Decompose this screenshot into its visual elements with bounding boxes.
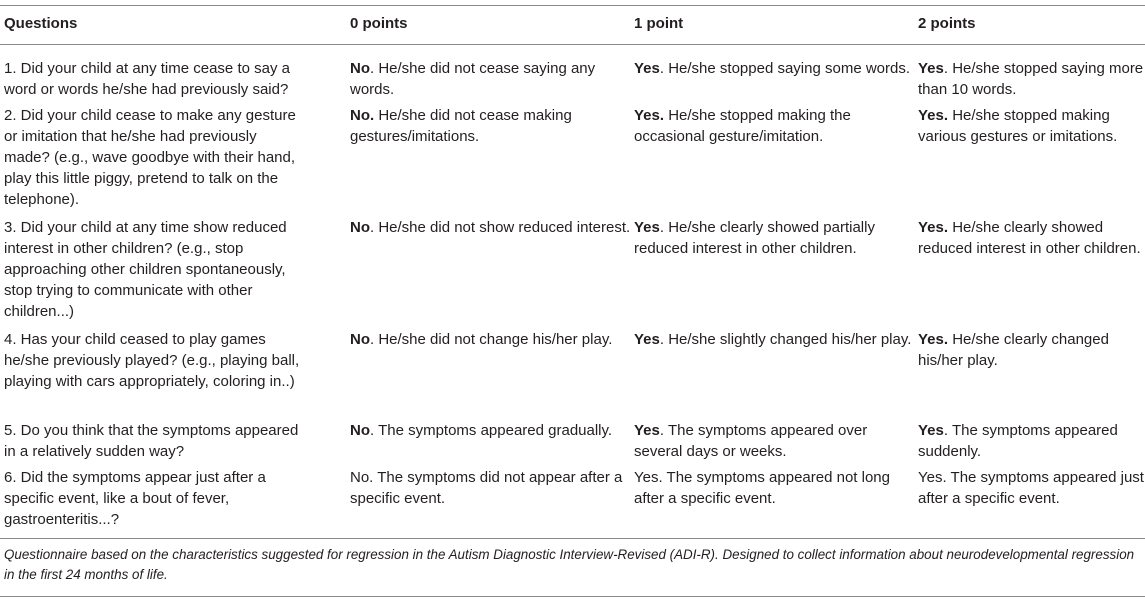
answer-text: . The symptoms appeared gradually. bbox=[370, 422, 613, 439]
footnote-rule bbox=[0, 596, 1145, 597]
answer-lead: No bbox=[350, 331, 370, 348]
answer-text: He/she did not cease making gestures/imitations. bbox=[350, 107, 572, 145]
row-5-1-point bbox=[634, 420, 916, 462]
answer-text: Yes. The symptoms appeared not long after a specific event. bbox=[634, 469, 890, 507]
row-2-0-points bbox=[350, 105, 632, 147]
answer-text: He/she clearly changed his/her play. bbox=[918, 331, 1109, 369]
answer-text: . He/she did not change his/her play. bbox=[370, 331, 613, 348]
row-4-1-point bbox=[634, 329, 916, 350]
answer-text: . The symptoms appeared over several days or weeks. bbox=[634, 422, 868, 460]
row-1-1-point bbox=[634, 58, 916, 79]
answer-lead: No. bbox=[350, 107, 375, 124]
row-1-question: 1. Did your child at any time cease to say a word or words he/she had previously said? bbox=[4, 60, 290, 98]
row-5-2-points bbox=[918, 420, 1144, 462]
answer-text: . He/she did not cease saying any words. bbox=[350, 60, 596, 98]
row-3-2-points bbox=[918, 217, 1144, 259]
answer-lead: No bbox=[350, 60, 370, 77]
answer-lead: Yes bbox=[634, 331, 660, 348]
row-5-question: 5. Do you think that the symptoms appeared in a relatively sudden way? bbox=[4, 422, 299, 460]
header-rule bbox=[0, 44, 1145, 45]
answer-text: . He/she did not show reduced interest. bbox=[370, 219, 631, 236]
answer-lead: Yes bbox=[918, 60, 944, 77]
row-4-0-points bbox=[350, 329, 632, 350]
answer-lead: Yes. bbox=[918, 331, 949, 348]
answer-lead: Yes. bbox=[918, 219, 949, 236]
row-4-question: 4. Has your child ceased to play games he/she previously played? (e.g., playing ball, playing with cars appropriately, coloring in..) bbox=[4, 331, 300, 390]
row-1-0-points bbox=[350, 58, 632, 100]
answer-lead: No bbox=[350, 219, 370, 236]
table-footnote: Questionnaire based on the characteristics suggested for regression in the Autism Diagnostic Interview-Revised (ADI-R). Designed to collect information about neurodevelopmental regression in the first 24 months of life. bbox=[4, 547, 1135, 582]
row-4-2-points bbox=[918, 329, 1144, 371]
answer-text: Yes. The symptoms appeared just after a specific event. bbox=[918, 469, 1144, 507]
answer-text: No. The symptoms did not appear after a specific event. bbox=[350, 469, 623, 507]
row-3-question: 3. Did your child at any time show reduced interest in other children? (e.g., stop approaching other children spontaneously, stop trying to communicate with other children...) bbox=[4, 219, 287, 320]
header-2-points: 2 points bbox=[918, 15, 976, 32]
answer-text: He/she stopped making various gestures or imitations. bbox=[918, 107, 1118, 145]
row-1-2-points bbox=[918, 58, 1144, 100]
answer-lead: No bbox=[350, 422, 370, 439]
answer-lead: Yes bbox=[634, 219, 660, 236]
header-questions: Questions bbox=[4, 15, 78, 32]
answer-text: . He/she clearly showed partially reduced interest in other children. bbox=[634, 219, 875, 257]
row-6-1-point bbox=[634, 467, 916, 509]
top-rule bbox=[0, 5, 1145, 6]
answer-text: . He/she slightly changed his/her play. bbox=[659, 331, 912, 348]
row-5-0-points bbox=[350, 420, 632, 441]
answer-text: . The symptoms appeared suddenly. bbox=[918, 422, 1118, 460]
row-6-question: 6. Did the symptoms appear just after a specific event, like a bout of fever, gastroenteritis...? bbox=[4, 469, 266, 528]
table-bottom-rule bbox=[0, 538, 1145, 539]
row-3-1-point bbox=[634, 217, 916, 259]
answer-lead: Yes. bbox=[634, 107, 665, 124]
row-3-0-points bbox=[350, 217, 632, 238]
answer-text: . He/she stopped saying some words. bbox=[659, 60, 911, 77]
answer-text: He/she stopped making the occasional gesture/imitation. bbox=[634, 107, 851, 145]
row-6-2-points bbox=[918, 467, 1144, 509]
header-0-points: 0 points bbox=[350, 15, 408, 32]
answer-text: He/she clearly showed reduced interest in other children. bbox=[918, 219, 1141, 257]
answer-lead: Yes bbox=[634, 60, 660, 77]
row-2-2-points bbox=[918, 105, 1144, 147]
answer-text: . He/she stopped saying more than 10 words. bbox=[918, 60, 1144, 98]
row-6-0-points bbox=[350, 467, 632, 509]
answer-lead: Yes bbox=[634, 422, 660, 439]
row-2-question: 2. Did your child cease to make any gesture or imitation that he/she had previously made? (e.g., wave goodbye with their hand, play this little piggy, pretend to talk on the telephone). bbox=[4, 107, 296, 208]
row-2-1-point bbox=[634, 105, 916, 147]
header-1-point: 1 point bbox=[634, 15, 684, 32]
answer-lead: Yes bbox=[918, 422, 944, 439]
answer-lead: Yes. bbox=[918, 107, 949, 124]
